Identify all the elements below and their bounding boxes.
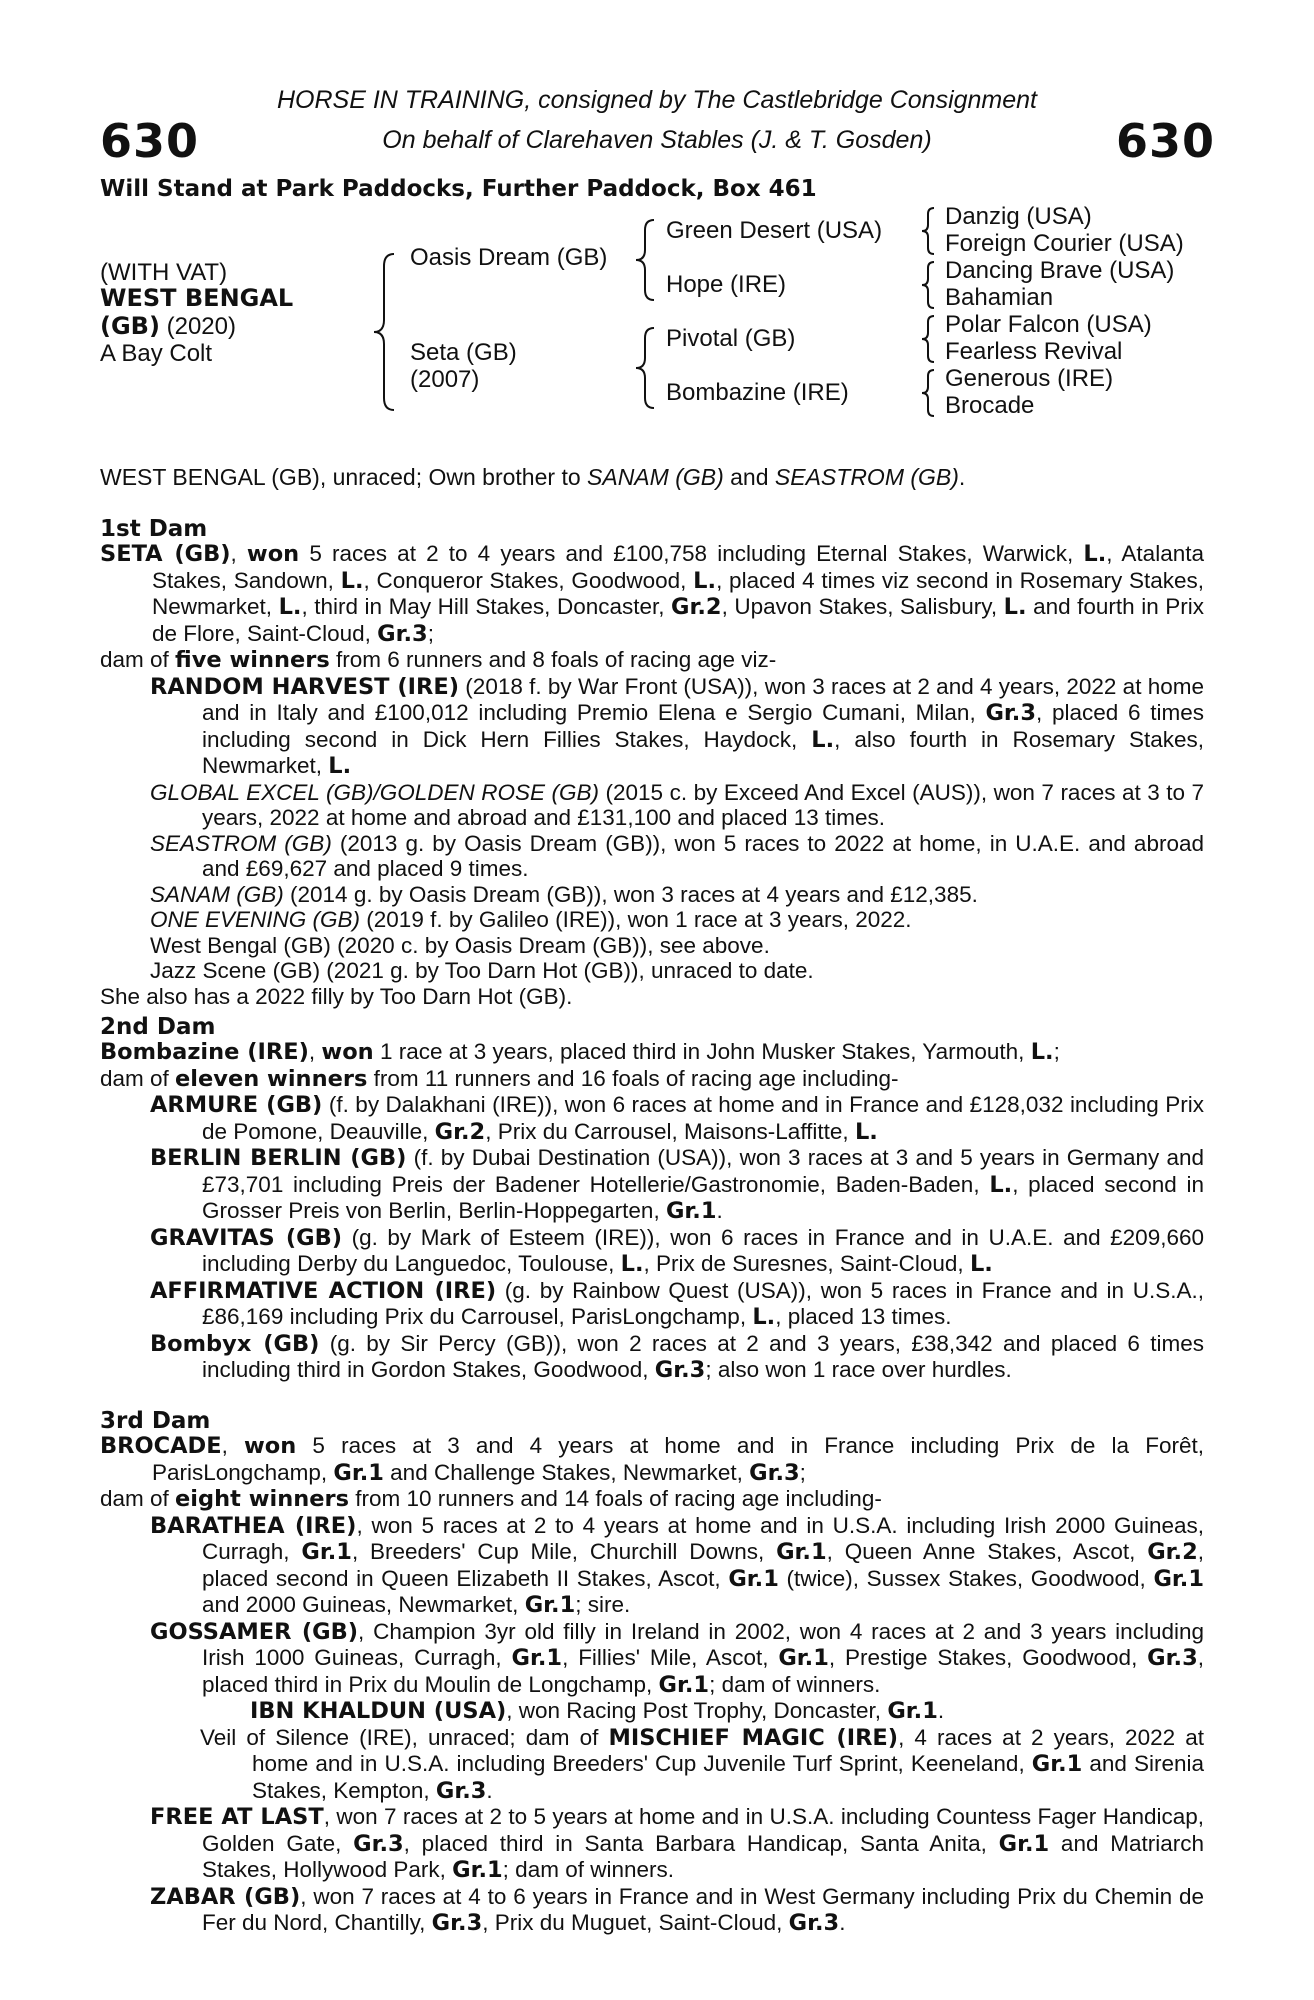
- text: dam of: [100, 647, 176, 672]
- stand-location: Will Stand at Park Paddocks, Further Paddock, Box 461: [100, 176, 817, 202]
- won-bold: won: [246, 541, 300, 567]
- grade: L.: [278, 594, 302, 620]
- text: (g. by Sir Percy (GB)), won 2 races at 2 and 3 years, £38,342 and placed 6 times including third in Gordon Stakes, Goodwood,: [202, 1330, 1205, 1382]
- grade: Gr.1: [452, 1857, 503, 1883]
- text: , placed third in Prix du Moulin de Longchamp,: [202, 1645, 1204, 1697]
- text: , placed 4 times viz second in Rosemary Stakes, Newmarket,: [152, 567, 1204, 619]
- dam-name-bold: SETA (GB): [100, 541, 231, 567]
- text: , placed second in Queen Elizabeth II Stakes, Ascot,: [202, 1539, 1205, 1591]
- grade: Gr.1: [998, 1830, 1050, 1857]
- text: , placed 6 times including second in Dick Hern Fillies Stakes, Haydock,: [202, 700, 1205, 752]
- grade: Gr.3: [431, 1910, 483, 1936]
- grade: Gr.1: [301, 1539, 352, 1565]
- grade: Gr.1: [333, 1459, 384, 1486]
- produce-name: SEASTROM (GB): [150, 830, 332, 856]
- horse-vat: (WITH VAT): [100, 259, 228, 286]
- pedigree-brace-4d: [918, 368, 938, 418]
- grade: L.: [1030, 1039, 1054, 1065]
- text: , Upavon Stakes, Salisbury,: [721, 594, 1004, 619]
- dam-year: (2007): [410, 366, 480, 393]
- text: , won 7 races at 2 to 5 years at home and in U.S.A. including Countess Fager Handicap, Golden Gate,: [202, 1804, 1205, 1856]
- text: (g. by Mark of Esteem (IRE)), won 6 races in France and in U.A.E. and £209,660 including Derby du Languedoc, Toulouse,: [202, 1224, 1205, 1276]
- horse-country-year: [100, 313, 236, 340]
- text: from 11 runners and 16 foals of racing age including-: [367, 1065, 899, 1091]
- summary-text-a: WEST BENGAL (GB), unraced; Own brother to: [100, 464, 588, 490]
- text: ; dam of winners.: [502, 1857, 674, 1882]
- text: ,: [221, 1433, 244, 1458]
- text: from 10 runners and 14 foals of racing age including-: [349, 1486, 882, 1511]
- text: and fourth in Prix de Flore, Saint-Cloud,: [152, 594, 1205, 646]
- sale-title: HORSE IN TRAINING, consigned by The Castlebridge Consignment: [276, 86, 1038, 114]
- produce-name: GOSSAMER (GB): [150, 1618, 359, 1645]
- grade: Gr.3: [749, 1459, 800, 1486]
- ped-sdd: Bahamian: [945, 284, 1054, 311]
- produce-entry: [100, 907, 1204, 933]
- text: , Atalanta Stakes, Sandown,: [152, 541, 1204, 593]
- text: , Queen Anne Stakes, Ascot,: [826, 1539, 1148, 1564]
- produce-name: AFFIRMATIVE ACTION (IRE): [150, 1277, 497, 1304]
- dam-name-bold: Bombazine (IRE): [100, 1039, 309, 1065]
- first-dam-note: She also has a 2022 filly by Too Darn Hot (GB).: [100, 983, 573, 1009]
- pedigree-brace-4a: [918, 206, 938, 256]
- dam-dam: Bombazine (IRE): [666, 379, 849, 406]
- text: (2019 f. by Galileo (IRE)), won 1 race at 3 years, 2022.: [360, 907, 912, 932]
- text: , Prix du Muguet, Saint-Cloud,: [482, 1910, 789, 1935]
- text: and Matriarch Stakes, Hollywood Park,: [202, 1830, 1204, 1882]
- grade: Gr.3: [1147, 1645, 1198, 1671]
- produce-name: FREE AT LAST: [150, 1804, 324, 1830]
- first-dam-heading: 1st Dam: [100, 516, 208, 542]
- grade: L.: [620, 1251, 644, 1277]
- produce-name: SANAM (GB): [150, 881, 284, 907]
- produce-entry: [100, 1513, 1204, 1619]
- grade: Gr.1: [728, 1565, 779, 1592]
- text: (twice), Sussex Stakes, Goodwood,: [778, 1565, 1154, 1591]
- grade: Gr.1: [524, 1592, 576, 1618]
- produce-entry: [100, 1619, 1204, 1699]
- text: and Challenge Stakes, Newmarket,: [383, 1459, 750, 1485]
- summary-sibling-1: SANAM (GB): [587, 464, 724, 490]
- grade: Gr.1: [776, 1539, 827, 1565]
- grade: Gr.1: [1153, 1565, 1204, 1592]
- pedigree-brace-sire: [632, 218, 658, 302]
- first-dam-produce-summary: [100, 647, 1204, 674]
- first-dam-section: [100, 541, 1204, 1009]
- grade: Gr.1: [778, 1645, 829, 1671]
- grade: Gr.3: [985, 700, 1036, 726]
- grade: Gr.1: [665, 1198, 717, 1224]
- text: dam of: [100, 1486, 176, 1511]
- grade: Gr.1: [887, 1698, 938, 1724]
- produce-entry: [100, 780, 1204, 831]
- grade: L.: [969, 1251, 993, 1277]
- text: .: [716, 1198, 723, 1223]
- text: 5 races at 2 to 4 years and £100,758 including Eternal Stakes, Warwick,: [299, 541, 1084, 566]
- text: , won Racing Post Trophy, Doncaster,: [506, 1698, 888, 1723]
- summary-line: [100, 464, 965, 491]
- horse-description: A Bay Colt: [100, 340, 213, 367]
- produce-name: ONE EVENING (GB): [150, 907, 361, 932]
- text: , Breeders' Cup Mile, Churchill Downs,: [351, 1539, 777, 1564]
- ped-ddd: Brocade: [945, 392, 1035, 419]
- winners-count: eight winners: [175, 1486, 350, 1512]
- ped-ssd: Foreign Courier (USA): [945, 230, 1184, 257]
- produce-entry: [100, 1225, 1204, 1278]
- lot-number-left: 630: [100, 114, 200, 168]
- grade: L.: [328, 753, 352, 779]
- text: , 4 races at 2 years, 2022 at home and in U.S.A. including Breeders' Cup Juvenile Turf Sprint, Keeneland,: [252, 1724, 1204, 1776]
- won-bold: won: [321, 1039, 374, 1065]
- dam-name: Seta (GB): [410, 339, 517, 366]
- ped-sds: Dancing Brave (USA): [945, 257, 1175, 284]
- text: , placed second in Grosser Preis von Berlin, Berlin-Hoppegarten,: [202, 1171, 1205, 1223]
- produce-entry: [100, 882, 1204, 908]
- grade: Gr.1: [658, 1671, 710, 1698]
- grade: L.: [693, 567, 717, 594]
- grade: Gr.3: [788, 1910, 840, 1936]
- text: , Prestige Stakes, Goodwood,: [828, 1645, 1148, 1670]
- text: and Sirenia Stakes, Kempton,: [252, 1751, 1204, 1803]
- sire-sire: Green Desert (USA): [666, 217, 883, 244]
- grade: L.: [752, 1304, 776, 1330]
- ped-sss: Danzig (USA): [945, 203, 1092, 230]
- text: , Champion 3yr old filly in Ireland in 2002, won 4 races at 2 and 3 years including Irish 1000 Guineas, Curragh,: [202, 1618, 1204, 1670]
- text: , won 7 races at 4 to 6 years in France and in West Germany including Prix du Chemin de Fer du Nord, Chantilly,: [202, 1883, 1204, 1935]
- ped-dds: Generous (IRE): [945, 365, 1114, 392]
- dam-sire: Pivotal (GB): [666, 325, 796, 352]
- grade: L.: [1003, 594, 1027, 620]
- text: , placed third in Santa Barbara Handicap, Santa Anita,: [403, 1830, 999, 1856]
- winners-count: five winners: [175, 647, 330, 673]
- third-dam-heading: 3rd Dam: [100, 1408, 211, 1434]
- third-dam-section: [100, 1433, 1204, 1937]
- produce-entry: [100, 1145, 1204, 1225]
- grade: Gr.1: [511, 1645, 563, 1671]
- sire-dam: Hope (IRE): [666, 271, 787, 298]
- text: , third in May Hill Stakes, Doncaster,: [301, 594, 672, 619]
- produce-name: BERLIN BERLIN (GB): [150, 1145, 407, 1171]
- text: Veil of Silence (IRE), unraced; dam of: [200, 1724, 609, 1750]
- first-dam-record: [100, 541, 1204, 647]
- horse-country: (GB): [100, 312, 160, 340]
- text: , won 5 races at 2 to 4 years at home and in U.S.A. including Irish 2000 Guineas, Curragh,: [202, 1512, 1205, 1564]
- grade: L.: [854, 1118, 878, 1145]
- grade: Gr.3: [377, 620, 428, 647]
- grade: L.: [989, 1171, 1013, 1198]
- text: ,: [230, 541, 247, 566]
- grade: L.: [811, 726, 835, 753]
- summary-text-c: and: [723, 464, 775, 490]
- third-dam-produce-summary: [100, 1486, 1204, 1513]
- text: , placed 13 times.: [775, 1304, 952, 1329]
- produce-name: RANDOM HARVEST (IRE): [150, 673, 460, 700]
- text: (g. by Rainbow Quest (USA)), won 5 races in France and in U.S.A., £86,169 including Prix du Carrousel, ParisLongchamp,: [202, 1277, 1205, 1329]
- grade: L.: [340, 567, 364, 594]
- produce-name: MISCHIEF MAGIC (IRE): [608, 1724, 899, 1751]
- text: ;: [1053, 1039, 1060, 1064]
- produce-entry: Jazz Scene (GB) (2021 g. by Too Darn Hot (GB)), unraced to date.: [150, 958, 814, 983]
- produce-entry: [100, 831, 1204, 882]
- text: ;: [427, 620, 434, 646]
- grade: L.: [1083, 541, 1107, 567]
- produce-sub-entry: [100, 1698, 1204, 1725]
- grade: Gr.3: [654, 1357, 706, 1383]
- third-dam-record: [100, 1433, 1204, 1486]
- produce-name: IBN KHALDUN (USA): [250, 1698, 507, 1724]
- produce-name: GRAVITAS (GB): [150, 1224, 343, 1251]
- winners-count: eleven winners: [175, 1065, 368, 1092]
- text: (2014 g. by Oasis Dream (GB)), won 3 races at 4 years and £12,385.: [283, 881, 978, 907]
- text: (2018 f. by War Front (USA)), won 3 races at 2 and 4 years, 2022 at home and in Italy and £100,012 including Premio Elena e Sergio Cumani, Milan,: [202, 673, 1205, 725]
- text: (f. by Dubai Destination (USA)), won 3 races at 3 and 5 years in Germany and £73,701 including Preis der Badener Hotellerie/Gastronomie, Baden-Baden,: [202, 1145, 1204, 1197]
- second-dam-section: [100, 1039, 1204, 1384]
- text: (f. by Dalakhani (IRE)), won 6 races at home and in France and £128,032 including Prix de Pomone, Deauville,: [202, 1092, 1204, 1144]
- text: (2015 c. by Exceed And Excel (AUS)), won 7 races at 3 to 7 years, 2022 at home and abroad and £131,100 and placed 13 times.: [202, 779, 1205, 830]
- grade: Gr.2: [671, 594, 722, 620]
- produce-entry: [100, 1092, 1204, 1145]
- produce-name: Bombyx (GB): [150, 1330, 320, 1357]
- produce-name: ARMURE (GB): [150, 1092, 323, 1118]
- grade: Gr.1: [1031, 1751, 1083, 1777]
- horse-year: (2020): [166, 313, 236, 340]
- text: dam of: [100, 1065, 176, 1091]
- produce-entry: [100, 674, 1204, 780]
- text: , Fillies' Mile, Ascot,: [562, 1645, 779, 1670]
- grade: Gr.2: [434, 1118, 486, 1145]
- grade: Gr.2: [1147, 1539, 1198, 1565]
- grade: Gr.3: [435, 1777, 487, 1804]
- produce-entry: [100, 1884, 1204, 1937]
- text: , Conqueror Stakes, Goodwood,: [363, 567, 694, 593]
- pedigree-brace-dam: [632, 326, 658, 410]
- second-dam-produce-summary: [100, 1066, 1204, 1093]
- text: .: [486, 1777, 493, 1803]
- text: ; dam of winners.: [709, 1671, 881, 1697]
- produce-name: BARATHEA (IRE): [150, 1512, 357, 1539]
- produce-entry: [100, 1278, 1204, 1331]
- text: .: [839, 1910, 846, 1935]
- produce-entry: [100, 1331, 1204, 1384]
- lot-number-right: 630: [1116, 114, 1216, 168]
- text: and 2000 Guineas, Newmarket,: [202, 1592, 525, 1617]
- grade: Gr.3: [353, 1830, 404, 1857]
- pedigree-brace-4c: [918, 314, 938, 364]
- text: ; sire.: [575, 1592, 631, 1617]
- text: ; also won 1 race over hurdles.: [705, 1357, 1012, 1382]
- sire-name: Oasis Dream (GB): [410, 244, 608, 271]
- produce-name: GLOBAL EXCEL (GB)/GOLDEN ROSE (GB): [150, 779, 600, 805]
- produce-entry: West Bengal (GB) (2020 c. by Oasis Dream (GB)), see above.: [150, 932, 770, 958]
- text: (2013 g. by Oasis Dream (GB)), won 5 races to 2022 at home, in U.A.E. and abroad and £69,627 and placed 9 times.: [202, 830, 1204, 881]
- horse-name: WEST BENGAL: [100, 284, 294, 312]
- text: , Prix de Suresnes, Saint-Cloud,: [643, 1251, 970, 1276]
- produce-sub-entry: [100, 1725, 1204, 1805]
- produce-name: ZABAR (GB): [150, 1883, 301, 1910]
- text: , also fourth in Rosemary Stakes, Newmarket,: [202, 726, 1204, 778]
- pedigree-brace-4b: [918, 260, 938, 310]
- won-bold: won: [244, 1433, 297, 1459]
- text: 5 races at 3 and 4 years at home and in France including Prix de la Forêt, ParisLongchamp,: [152, 1433, 1204, 1485]
- text: from 6 runners and 8 foals of racing age viz-: [329, 647, 777, 672]
- text: 1 race at 3 years, placed third in John Musker Stakes, Yarmouth,: [373, 1039, 1031, 1064]
- summary-text-e: .: [958, 464, 966, 490]
- text: , Prix du Carrousel, Maisons-Laffitte,: [485, 1118, 855, 1144]
- sale-subtitle: On behalf of Clarehaven Stables (J. & T. Gosden): [382, 126, 932, 154]
- produce-entry: [100, 1804, 1204, 1884]
- summary-sibling-2: SEASTROM (GB): [774, 464, 959, 490]
- dam-name-bold: BROCADE: [100, 1433, 222, 1459]
- second-dam-heading: 2nd Dam: [100, 1014, 216, 1040]
- ped-dss: Polar Falcon (USA): [945, 311, 1152, 338]
- text: ;: [799, 1459, 806, 1485]
- pedigree-brace-main: [370, 252, 400, 412]
- text: .: [937, 1698, 945, 1723]
- second-dam-record: [100, 1039, 1204, 1066]
- text: ,: [308, 1039, 322, 1064]
- ped-dsd: Fearless Revival: [945, 338, 1123, 365]
